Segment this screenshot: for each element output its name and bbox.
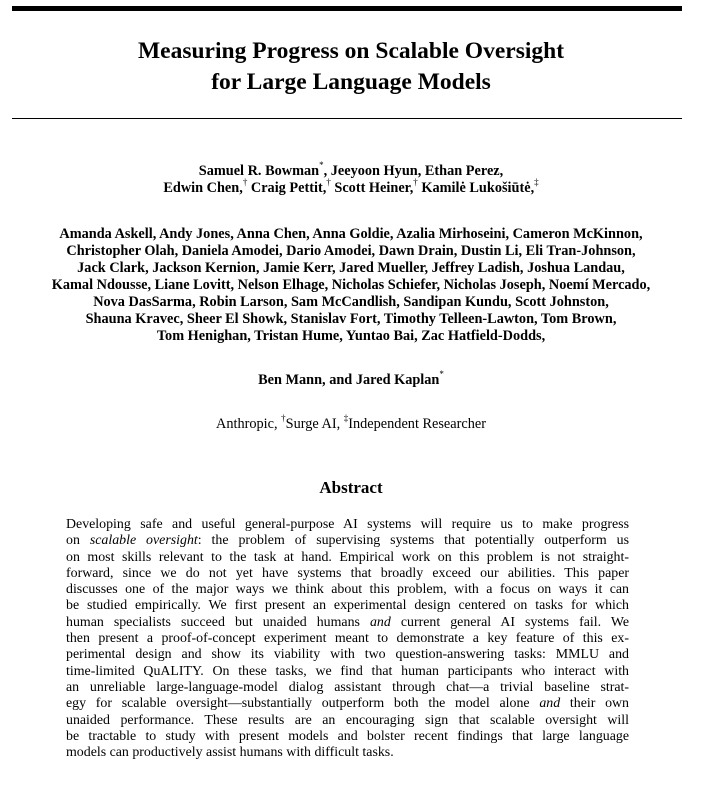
author-line: Tom Henighan, Tristan Hume, Yuntao Bai, Zac Hatfield-Dodds, (156, 328, 546, 344)
author-line: Christopher Olah, Daniela Amodei, Dario Amodei, Dawn Drain, Dustin Li, Eli Tran-Johnson, (66, 243, 636, 259)
abstract-line: egy for scalable oversight—substantially outperform both the model alone and their own (66, 696, 629, 712)
abstract-line: be studied empirically. We first present an experimental design centered on tasks for which (66, 598, 629, 614)
top-rule (12, 6, 682, 11)
abstract-line: be tractable to study with present models and bolster recent findings that large language (66, 728, 629, 744)
affiliations: Anthropic, †Surge AI, ‡Independent Researcher (216, 413, 486, 432)
author-list (0, 226, 702, 345)
title-line-2: for Large Language Models (211, 69, 491, 95)
senior-authors: Ben Mann, and Jared Kaplan* (258, 369, 444, 388)
abstract-line: discusses one of the major ways we think about this problem, with a focus on ways it can (66, 582, 629, 598)
abstract-line: on scalable oversight: the problem of supervising systems that potentially outperform us (66, 533, 629, 549)
lead-authors-line-2: Edwin Chen,† Craig Pettit,† Scott Heiner,† Kamilė Lukošiūtė,‡ (163, 177, 539, 196)
author-line: Shauna Kravec, Sheer El Showk, Stanislav Fort, Timothy Telleen-Lawton, Tom Brown, (85, 311, 617, 327)
abstract-line: perimental design and show its viability with two question-answering tasks: MMLU and (66, 647, 629, 663)
abstract-line: an unreliable large-language-model dialog assistant through chat—a trivial baseline strat- (66, 679, 629, 695)
lead-authors (0, 160, 702, 197)
title-rule (12, 118, 682, 119)
abstract-line: on most skills relevant to the task at hand. Empirical work on this problem is not straight- (66, 549, 629, 565)
title-line-1: Measuring Progress on Scalable Oversight (137, 38, 565, 64)
abstract-body (66, 517, 629, 761)
author-line: Amanda Askell, Andy Jones, Anna Chen, Anna Goldie, Azalia Mirhoseini, Cameron McKinnon, (59, 226, 643, 242)
abstract-heading: Abstract (319, 478, 383, 497)
lead-authors-line-1: Samuel R. Bowman*, Jeeyoon Hyun, Ethan Perez, (198, 160, 504, 179)
abstract-line: forward, since we do not yet have systems that broadly exceed our abilities. This paper (66, 565, 629, 581)
abstract-line: models can productively assist humans with difficult tasks. (66, 745, 394, 761)
author-line: Kamal Ndousse, Liane Lovitt, Nelson Elhage, Nicholas Schiefer, Nicholas Joseph, Noemí Mercado, (51, 277, 651, 293)
author-line: Jack Clark, Jackson Kernion, Jamie Kerr, Jared Mueller, Jeffrey Ladish, Joshua Landau, (77, 260, 625, 276)
abstract-line: time-limited QuALITY. On these tasks, we find that human participants who interact with (66, 663, 629, 679)
author-line: Nova DasSarma, Robin Larson, Sam McCandlish, Sandipan Kundu, Scott Johnston, (93, 294, 609, 310)
abstract-line: human specialists succeed but unaided humans and current general AI systems fail. We (66, 614, 629, 630)
abstract-line: then present a proof-of-concept experiment meant to demonstrate a key feature of this ex- (66, 631, 629, 647)
abstract-line: unaided performance. These results are an encouraging sign that scalable oversight will (66, 712, 629, 728)
paper-title (0, 36, 702, 98)
abstract-line: Developing safe and useful general-purpose AI systems will require us to make progress (66, 517, 629, 532)
